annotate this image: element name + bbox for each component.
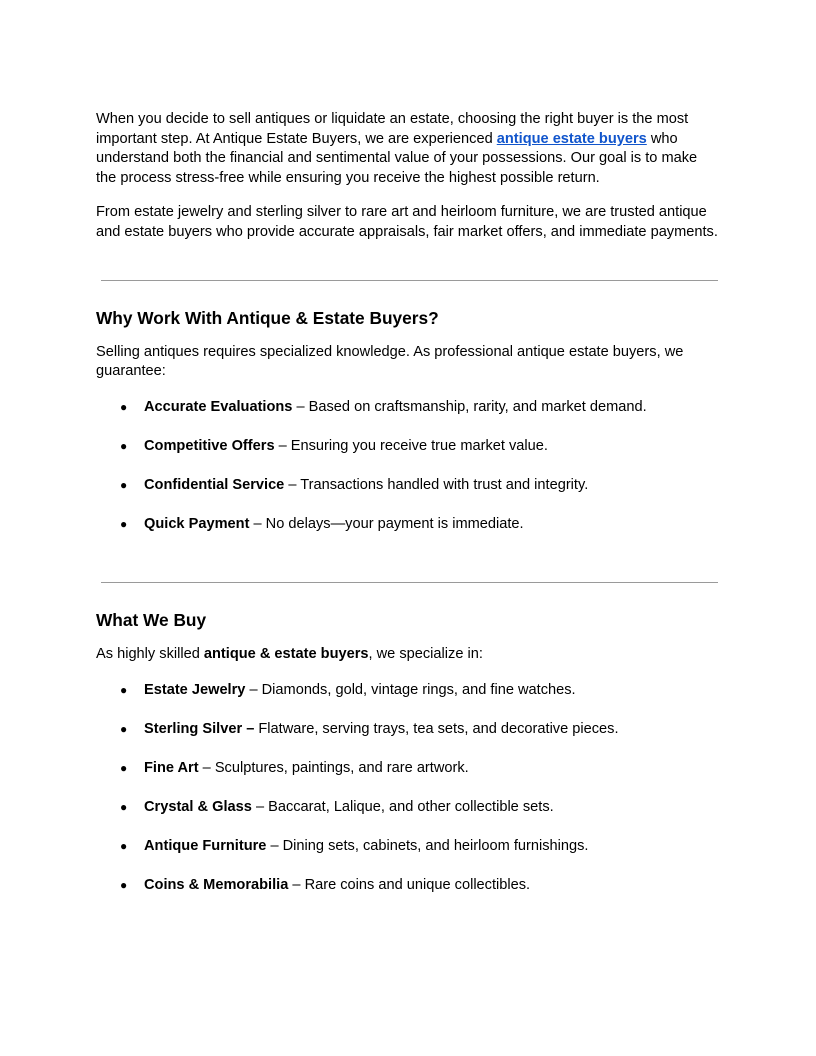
list-item-title: Accurate Evaluations xyxy=(144,398,293,415)
intro-p1-text-before: When you decide to sell antiques or liquidate an estate, choosing the right buyer is the most important step. At Antique Estate Buyers, we are experienced xyxy=(96,111,689,147)
list-item-text: – Diamonds, gold, vintage rings, and fine watches. xyxy=(245,681,576,698)
list-item-title: Quick Payment xyxy=(144,515,250,532)
document-page xyxy=(96,110,720,895)
list-item-text: – No delays—your payment is immediate. xyxy=(249,515,524,532)
bullet-icon: ● xyxy=(120,760,128,775)
list-item xyxy=(96,837,720,857)
list-item-text: – Ensuring you receive true market value. xyxy=(274,437,548,454)
list-item xyxy=(96,759,720,779)
list-item xyxy=(96,515,720,535)
list-item-title: Coins & Memorabilia xyxy=(144,876,289,893)
intro-p1-text-after: who understand both the financial and sentimental value of your possessions. Our goal is to make the process stress-free while ensuring you receive the highest possible return. xyxy=(96,130,698,186)
list-item-title: Crystal & Glass xyxy=(144,798,252,815)
list-item xyxy=(96,681,720,701)
bullet-icon: ● xyxy=(120,399,128,414)
intro-paragraph-1 xyxy=(96,110,720,188)
bullet-icon: ● xyxy=(120,682,128,697)
list-item-text: – Baccarat, Lalique, and other collectible sets. xyxy=(251,798,554,815)
buy-intro-after: , we specialize in: xyxy=(368,646,483,663)
list-item xyxy=(96,720,720,740)
list-item-text: – Rare coins and unique collectibles. xyxy=(288,876,531,893)
buy-intro-before: As highly skilled xyxy=(96,646,204,663)
bullet-icon: ● xyxy=(120,838,128,853)
bullet-icon: ● xyxy=(120,877,128,892)
list-item xyxy=(96,876,720,896)
list-item-text: – Based on craftsmanship, rarity, and market demand. xyxy=(292,398,647,415)
buy-intro xyxy=(96,645,720,665)
buy-heading: What We Buy xyxy=(96,610,207,631)
list-item-text: – Sculptures, paintings, and rare artwork. xyxy=(198,759,469,776)
section-divider-2 xyxy=(101,582,718,583)
buy-list xyxy=(96,681,720,896)
list-item-title: Sterling Silver – xyxy=(144,720,255,737)
list-item-title: Fine Art xyxy=(144,759,199,776)
why-list xyxy=(96,398,720,535)
list-item-text: – Transactions handled with trust and integrity. xyxy=(284,476,589,493)
bullet-icon: ● xyxy=(120,438,128,453)
list-item-title: Estate Jewelry xyxy=(144,681,246,698)
buy-intro-bold: antique & estate buyers xyxy=(203,646,369,663)
list-item-text: – Dining sets, cabinets, and heirloom furnishings. xyxy=(266,837,589,854)
section-divider-1 xyxy=(101,280,718,281)
list-item xyxy=(96,798,720,818)
bullet-icon: ● xyxy=(120,477,128,492)
bullet-icon: ● xyxy=(120,799,128,814)
list-item xyxy=(96,437,720,457)
intro-paragraph-2: From estate jewelry and sterling silver to rare art and heirloom furniture, we are trusted antique and estate buyers who provide accurate appraisals, fair market offers, and immediate payments. xyxy=(96,204,718,240)
list-item-title: Confidential Service xyxy=(144,476,285,493)
list-item xyxy=(96,476,720,496)
antique-estate-buyers-link[interactable]: antique estate buyers xyxy=(496,130,647,147)
list-item-title: Antique Furniture xyxy=(144,837,267,854)
list-item-text: Flatware, serving trays, tea sets, and decorative pieces. xyxy=(254,720,619,737)
bullet-icon: ● xyxy=(120,721,128,736)
bullet-icon: ● xyxy=(120,516,128,531)
list-item xyxy=(96,398,720,418)
why-heading: Why Work With Antique & Estate Buyers? xyxy=(96,307,439,328)
why-intro: Selling antiques requires specialized knowledge. As professional antique estate buyers, we guarantee: xyxy=(96,343,684,380)
list-item-title: Competitive Offers xyxy=(144,437,275,454)
